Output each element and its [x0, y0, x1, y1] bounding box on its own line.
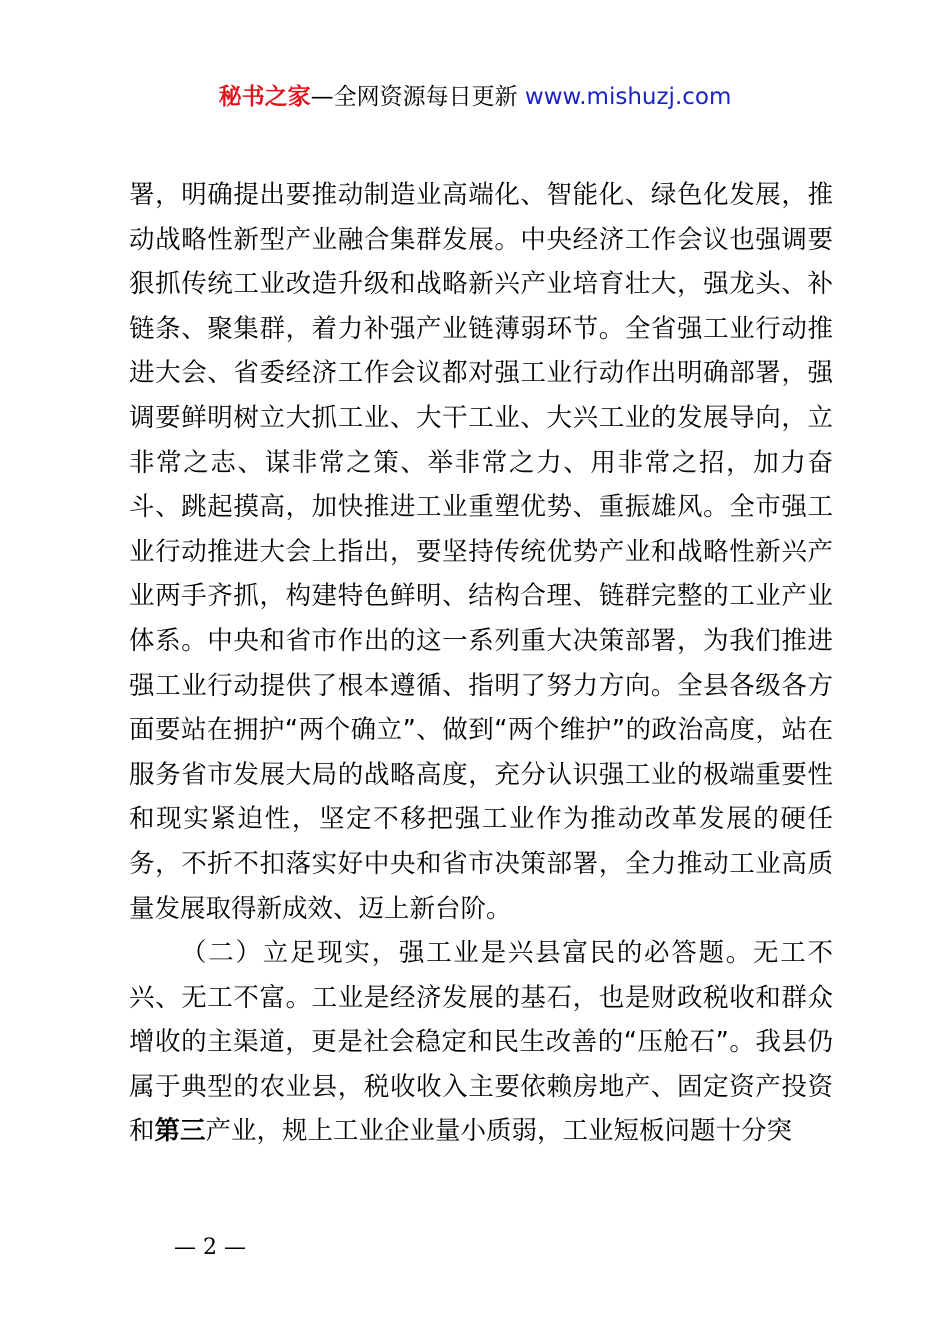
page-number: — 2 — [174, 1235, 246, 1260]
paragraph-2 [129, 931, 833, 1154]
document-body [129, 173, 833, 1154]
paragraph-2-text-b: 产业，规上工业企业量小质弱，工业短板问题十分突 [205, 1116, 793, 1147]
paragraph-1: 署，明确提出要推动制造业高端化、智能化、绿色化发展，推动战略性新型产业融合集群发展。中央经济工作会议也强调要狠抓传统工业改造升级和战略新兴产业培育壮大，强龙头、补链条、聚集群，着力补强产业链薄弱环节。全省强工业行动推进大会、省委经济工作会议都对强工业行动作出明确部署，强调要鲜明树立大抓工业、大干工业、大兴工业的发展导向，立非常之志、谋非常之策、举非常之力、用非常之招，加力奋斗、跳起摸高，加快推进工业重塑优势、重振雄风。全市强工业行动推进大会上指出，要坚持传统优势产业和战略性新兴产业两手齐抓，构建特色鲜明、结构合理、链群完整的工业产业体系。中央和省市作出的这一系列重大决策部署，为我们推进强工业行动提供了根本遵循、指明了努力方向。全县各级各方面要站在拥护“两个确立”、做到“两个维护”的政治高度，站在服务省市发展大局的战略高度，充分认识强工业的极端重要性和现实紧迫性，坚定不移把强工业作为推动改革发展的硬任务，不折不扣落实好中央和省市决策部署，全力推动工业高质量发展取得新成效、迈上新台阶。 [129, 180, 833, 924]
site-header [0, 82, 950, 112]
header-brand: 秘书之家 [218, 84, 311, 110]
paragraph-2-text-a: （二）立足现实，强工业是兴县富民的必答题。无工不兴、无工不富。工业是经济发展的基石，也是财政税收和群众增收的主渠道，更是社会稳定和民生改善的“压舱石”。我县仍属于典型的农业县，税收收入主要依赖房地产、固定资产投资和 [129, 938, 833, 1147]
header-url[interactable]: www.mishuzj.com [524, 84, 732, 110]
header-slogan: —全网资源每日更新 [310, 84, 525, 110]
paragraph-2-bold-text: 第三 [154, 1116, 206, 1147]
